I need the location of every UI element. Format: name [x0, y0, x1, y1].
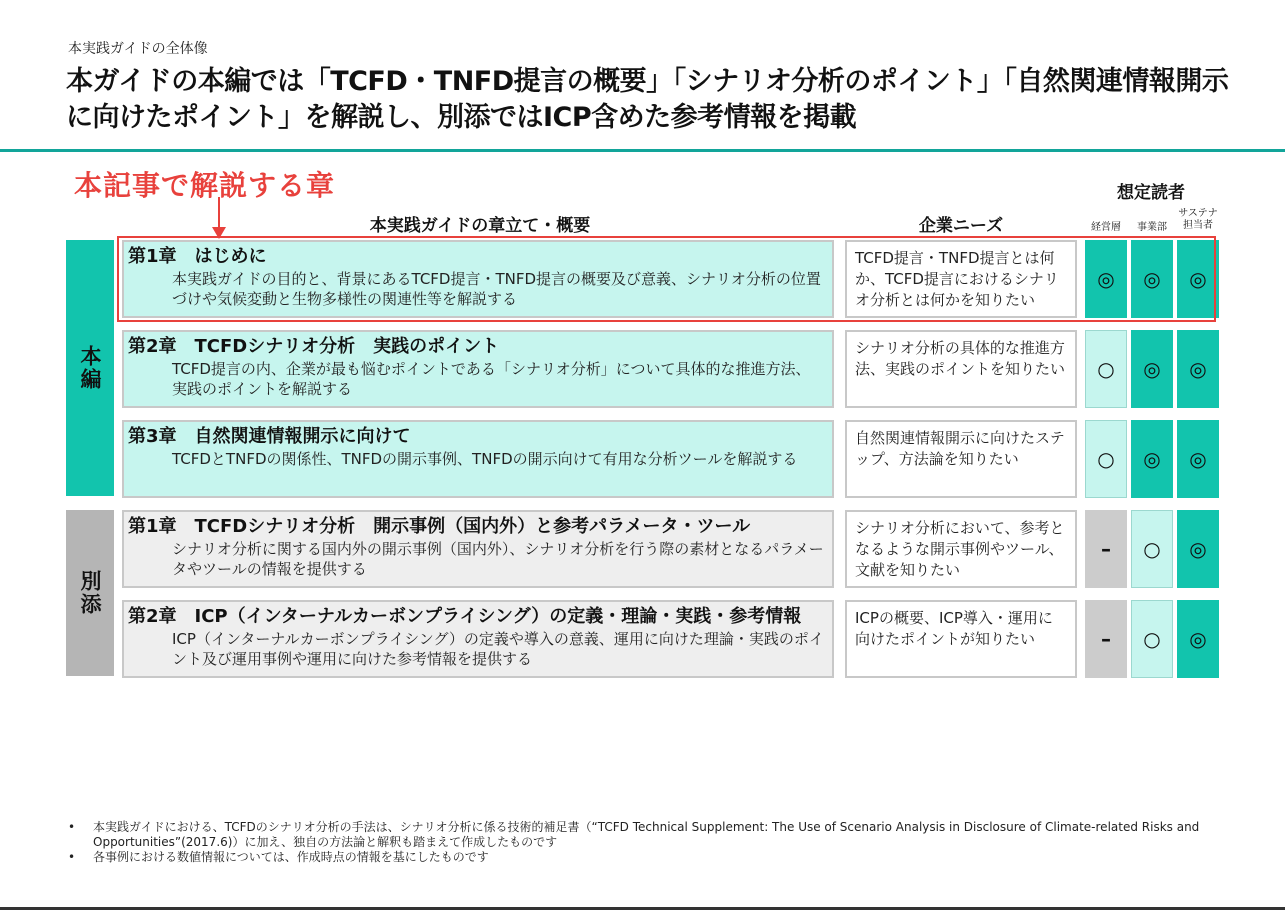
chapter-row	[122, 330, 834, 408]
reader-mark-sustainability: ◎	[1177, 600, 1219, 678]
reader-mark-business: ◎	[1131, 420, 1173, 498]
chapter-description: TCFD提言の内、企業が最も悩むポイントである「シナリオ分析」について具体的な推進方法、実践のポイントを解説する	[172, 360, 811, 398]
reader-mark-business: ◎	[1131, 330, 1173, 408]
footnote-text: 本実践ガイドにおける、TCFDのシナリオ分析の手法は、シナリオ分析に係る技術的補足書（“TCFD Technical Supplement: The Use of Scenario Analysis in Disclosure of Climate-related Risks and Opportunities”(2017.6)）に加え、独自の方法論と解釈も踏まえて作成したものです	[93, 820, 1200, 849]
reader-mark-management: –	[1085, 600, 1127, 678]
page-headline: 本ガイドの本編では「TCFD・TNFD提言の概要」「シナリオ分析のポイント」「自然関連情報開示に向けたポイント」を解説し、別添ではICP含めた参考情報を掲載	[66, 66, 1229, 133]
reader-mark-business: ○	[1131, 600, 1173, 678]
chapter-title: 第2章 TCFDシナリオ分析 実践のポイント	[128, 336, 500, 357]
needs-cell: ICPの概要、ICP導入・運用に向けたポイントが知りたい	[845, 600, 1077, 678]
column-header-chapter: 本実践ガイドの章立て・概要	[369, 216, 591, 236]
header-divider	[0, 149, 1285, 152]
footnote-item	[68, 850, 1228, 865]
chapter-title: 第3章 自然関連情報開示に向けて	[128, 426, 411, 447]
chapter-title: 第1章 はじめに	[128, 246, 267, 267]
reader-mark-management: ◎	[1085, 240, 1127, 318]
chapter-description: 本実践ガイドの目的と、背景にあるTCFD提言・TNFD提言の概要及び意義、シナリオ分析の位置づけや気候変動と生物多様性の関連性等を解説する	[172, 270, 821, 308]
column-header-needs: 企業ニーズ	[918, 216, 1004, 236]
needs-cell: シナリオ分析の具体的な推進方法、実践のポイントを知りたい	[845, 330, 1077, 408]
chapter-row	[122, 600, 834, 678]
reader-mark-management: ○	[1085, 330, 1127, 408]
needs-cell: 自然関連情報開示に向けたステップ、方法論を知りたい	[845, 420, 1077, 498]
chapter-row	[122, 510, 834, 588]
callout-label: 本記事で解説する章	[74, 169, 336, 202]
chapter-row	[122, 420, 834, 498]
reader-mark-business: ○	[1131, 510, 1173, 588]
chapter-title: 第2章 ICP（インターナルカーボンプライシング）の定義・理論・実践・参考情報	[128, 606, 802, 627]
chapter-description: シナリオ分析に関する国内外の開示事例（国内外）、シナリオ分析を行う際の素材となるパラメータやツールの情報を提供する	[172, 540, 824, 578]
chapter-description: TCFDとTNFDの関係性、TNFDの開示事例、TNFDの開示向けて有用な分析ツールを解説する	[172, 450, 798, 468]
bullet: •	[68, 850, 76, 864]
footnotes	[68, 820, 1228, 865]
page-eyebrow: 本実践ガイドの全体像	[68, 41, 208, 57]
bullet: •	[68, 820, 76, 834]
column-header-readers: 想定読者	[1117, 183, 1185, 203]
needs-cell: シナリオ分析において、参考となるような開示事例やツール、文献を知りたい	[845, 510, 1077, 588]
chapter-description: ICP（インターナルカーボンプライシング）の定義や導入の意義、運用に向けた理論・実践のポイント及び運用事例や運用に向けた参考情報を提供する	[172, 630, 824, 668]
section-label-appendix: 別添	[66, 510, 114, 676]
reader-header-management: 経営層	[1091, 222, 1121, 233]
highlight-box	[117, 236, 1216, 322]
chapter-title: 第1章 TCFDシナリオ分析 開示事例（国内外）と参考パラメータ・ツール	[128, 516, 751, 537]
reader-mark-sustainability: ◎	[1177, 510, 1219, 588]
footnote-item	[68, 820, 1228, 850]
reader-mark-sustainability: ◎	[1177, 240, 1219, 318]
section-label-main: 本編	[66, 240, 114, 496]
reader-mark-management: ○	[1085, 420, 1127, 498]
reader-header-business: 事業部	[1137, 222, 1167, 233]
reader-mark-sustainability: ◎	[1177, 330, 1219, 408]
reader-mark-sustainability: ◎	[1177, 420, 1219, 498]
needs-cell: TCFD提言・TNFD提言とは何か、TCFD提言におけるシナリオ分析とは何かを知りたい	[845, 240, 1077, 318]
reader-header-sustainability: サステナ 担当者	[1178, 208, 1218, 231]
reader-mark-management: –	[1085, 510, 1127, 588]
bottom-divider	[0, 907, 1285, 910]
footnote-text: 各事例における数値情報については、作成時点の情報を基にしたものです	[93, 850, 489, 864]
reader-mark-business: ◎	[1131, 240, 1173, 318]
